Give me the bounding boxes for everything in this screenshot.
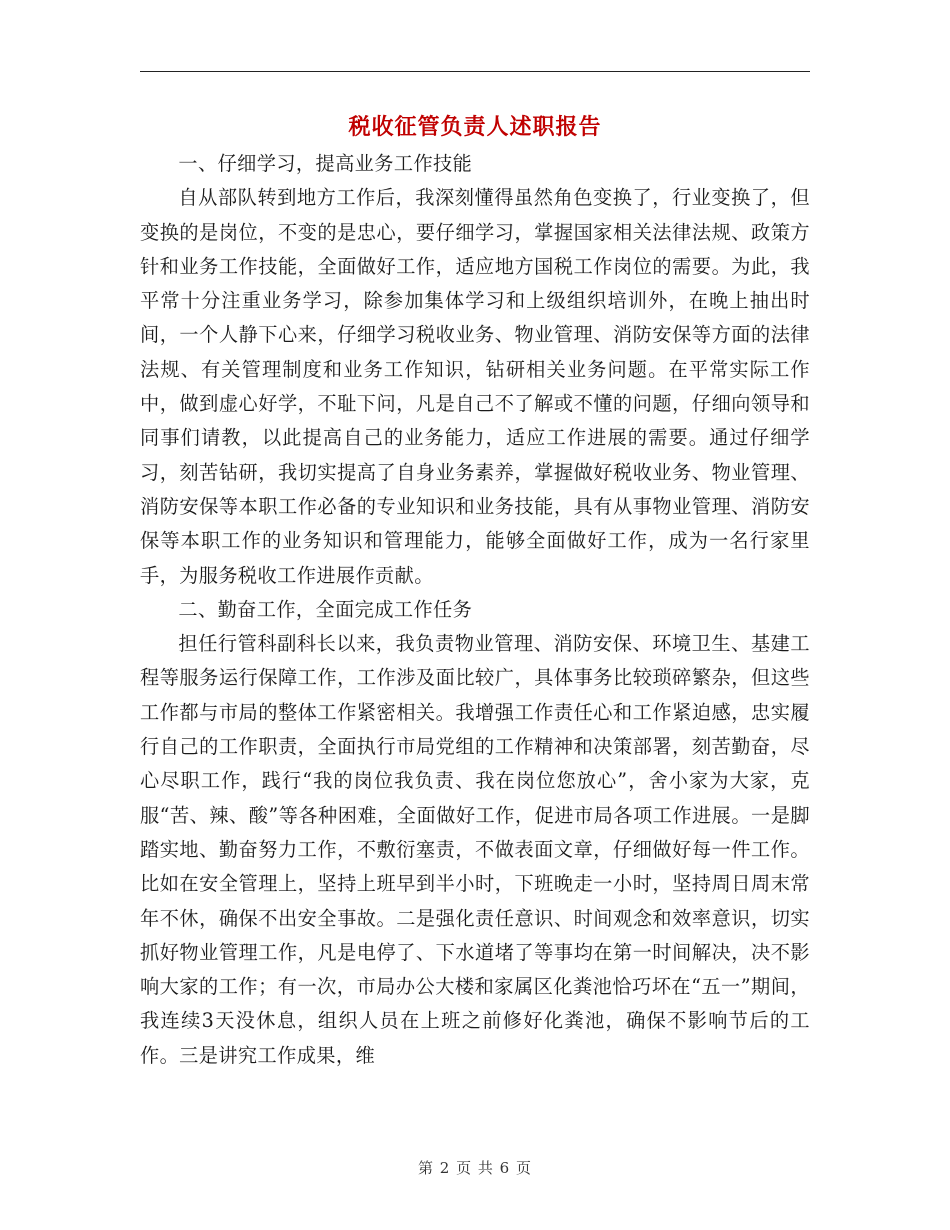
page-footer: 第 2 页 共 6 页 — [418, 1159, 532, 1177]
section-2-heading: 二、勤奋工作，全面完成工作任务 — [178, 597, 473, 621]
section-2-paragraph: 担任行管科副科长以来，我负责物业管理、消防安保、环境卫生、基建工程等服务运行保障工作，工作涉及面比较广，具体事务比较琐碎繁杂，但这些工作都与市局的整体工作紧密相关。我增强工作责任心和工作紧迫感，忠实履行自己的工作职责，全面执行市局党组的工作精神和决策部署，刻苦勤奋，尽心尽职工作，践行“我的岗位我负责、我在岗位您放心”，舍小家为大家，克服“苦、辣、酸”等各种困难，全面做好工作，促进市局各项工作进展。一是脚踏实地、勤奋努力工作，不敷衍塞责，不做表面文章，仔细做好每一件工作。比如在安全管理上，坚持上班早到半小时，下班晚走一小时，坚持周日周末常年不休，确保不出安全事故。二是强化责任意识、时间观念和效率意识，切实抓好物业管理工作，凡是电停了、下水道堵了等事均在第一时间解决，决不影响大家的工作；有一次，市局办公大楼和家属区化粪池恰巧坏在“五一”期间，我连续3天没休息，组织人员在上班之前修好化粪池，确保不影响节后的工作。三是讲究工作成果，维 — [140, 632, 810, 1067]
header-rule — [140, 71, 810, 72]
document-title: 税收征管负责人述职报告 — [348, 114, 602, 140]
document-body — [140, 147, 810, 1073]
section-1-paragraph: 自从部队转到地方工作后，我深刻懂得虽然角色变换了，行业变换了，但变换的是岗位，不变的是忠心，要仔细学习，掌握国家相关法律法规、政策方针和业务工作技能，全面做好工作，适应地方国税工作岗位的需要。为此，我平常十分注重业务学习，除参加集体学习和上级组织培训外，在晚上抽出时间，一个人静下心来，仔细学习税收业务、物业管理、消防安保等方面的法律法规、有关管理制度和业务工作知识，钻研相关业务问题。在平常实际工作中，做到虚心好学，不耻下问，凡是自己不了解或不懂的问题，仔细向领导和同事们请教，以此提高自己的业务能力，适应工作进展的需要。通过仔细学习，刻苦钻研，我切实提高了自身业务素养，掌握做好税收业务、物业管理、消防安保等本职工作必备的专业知识和业务技能，具有从事物业管理、消防安保等本职工作的业务知识和管理能力，能够全面做好工作，成为一名行家里手，为服务税收工作进展作贡献。 — [140, 186, 810, 587]
section-1-heading: 一、仔细学习，提高业务工作技能 — [178, 152, 473, 175]
